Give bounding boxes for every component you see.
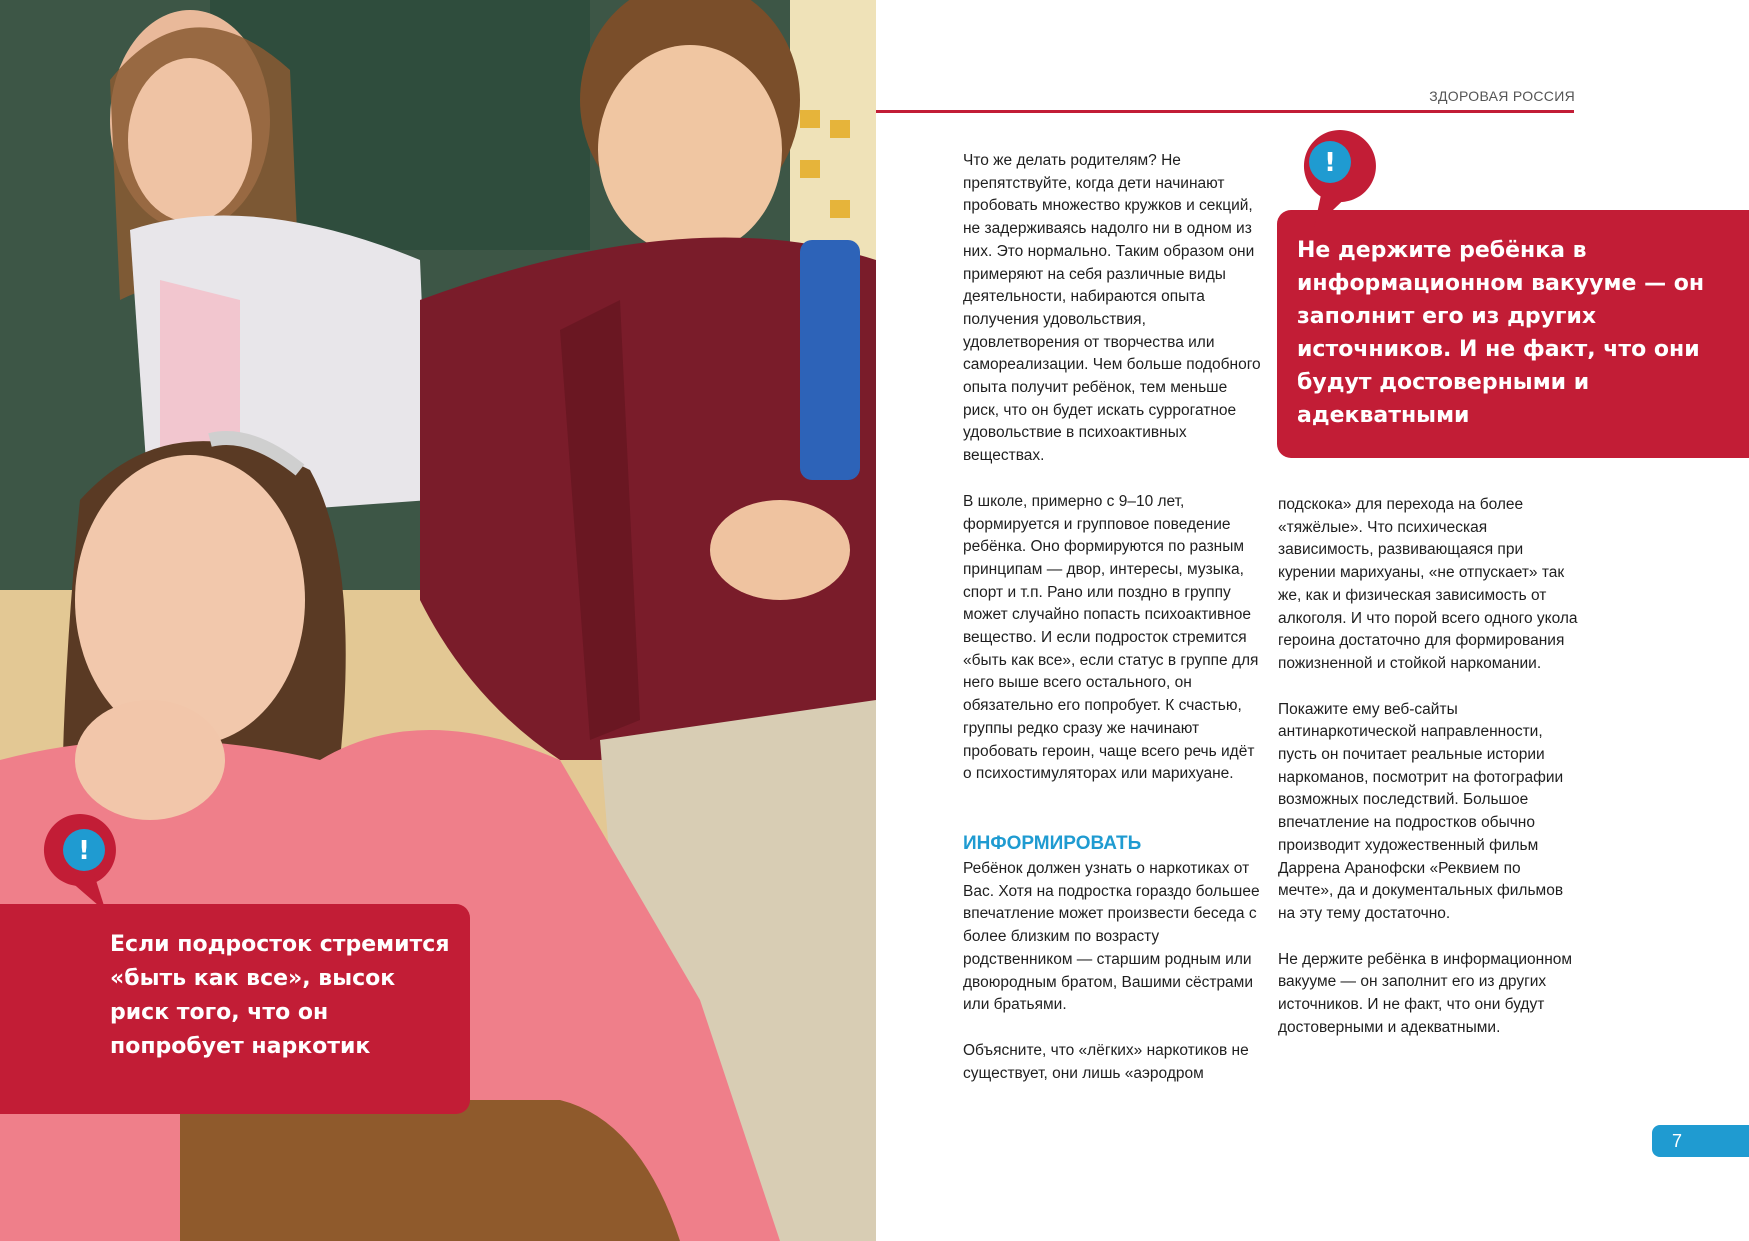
magazine-section-label: ЗДОРОВАЯ РОССИЯ xyxy=(1429,88,1575,104)
exclamation-pin-icon-right xyxy=(1300,128,1380,238)
paragraph: Покажите ему веб-сайты антинаркотической направленности, пусть он почитает реальные истории наркоманов, посмотрит на фотографии возможных последствий. Большое впечатление на подростков обычно производит художественный фильм Даррена Аранофски «Реквием по мечте», да и документальных фильмов на эту тему достаточно. xyxy=(1278,700,1564,922)
paragraph: Ребёнок должен узнать о наркотиках от Вас. Хотя на подростка гораздо большее впечатление может произвести беседа с более близким по возрасту родственником — старшим родным или двоюродным братом, Вашими сёстрами или братьями. xyxy=(963,859,1260,1014)
section-heading-inform: ИНФОРМИРОВАТЬ xyxy=(963,832,1142,854)
callout-right xyxy=(1277,210,1749,458)
paragraph: Не держите ребёнка в информационном вакууме — он заполнит его из других источников. И не факт, что они будут достоверными и адекватными. xyxy=(1278,950,1573,1036)
page-number: 7 xyxy=(1652,1125,1749,1157)
header-divider xyxy=(876,110,1574,113)
text-column-2 xyxy=(1278,494,1578,1039)
exclamation-mark: ! xyxy=(78,836,90,866)
callout-left-text: Если подросток стремится «быть как все», высок риск того, что он попробует наркотик xyxy=(110,932,450,1059)
exclamation-mark: ! xyxy=(1324,148,1336,178)
callout-right-text: Не держите ребёнка в информационном вакууме — он заполнит его из других источников. И не факт, что они будут достоверными и адекватными xyxy=(1297,238,1705,428)
text-column-1 xyxy=(963,150,1263,1085)
paragraph: В школе, примерно с 9–10 лет, формируется и групповое поведение ребёнка. Оно формируются по разным принципам — двор, интересы, музыка, спорт и т.п. Рано или поздно в группу может случайно попасть психоактивное вещество. И если подросток стремится «быть как все», если статус в группе для него выше всего остального, он обязательно его попробует. К счастью, группы редко сразу же начинают пробовать героин, чаще всего речь идёт о психостимуляторах или марихуане. xyxy=(963,492,1259,783)
exclamation-pin-icon-left xyxy=(40,812,120,922)
paragraph: подскока» для перехода на более «тяжёлые». Что психическая зависимость, развивающаяся при курении марихуаны, «не отпускает» так же, как и физическая зависимость от алкоголя. И что порой всего одного укола героина достаточно для формирования пожизненной и стойкой наркомании. xyxy=(1278,496,1578,672)
callout-left xyxy=(0,904,470,1114)
paragraph: Что же делать родителям? Не препятствуйте, когда дети начинают пробовать множество кружков и секций, не задерживаясь надолго ни в одном из них. Это нормально. Таким образом они примеряют на себя различные виды деятельности, набираются опыта получения удовольствия, удовлетворения от творчества или самореализации. Чем больше подобного опыта получит ребёнок, тем меньше риск, что он будет искать суррогатное удовольствие в психоактивных веществах. xyxy=(963,152,1261,465)
paragraph: Объясните, что «лёгких» наркотиков не существует, они лишь «аэродром xyxy=(963,1041,1249,1082)
